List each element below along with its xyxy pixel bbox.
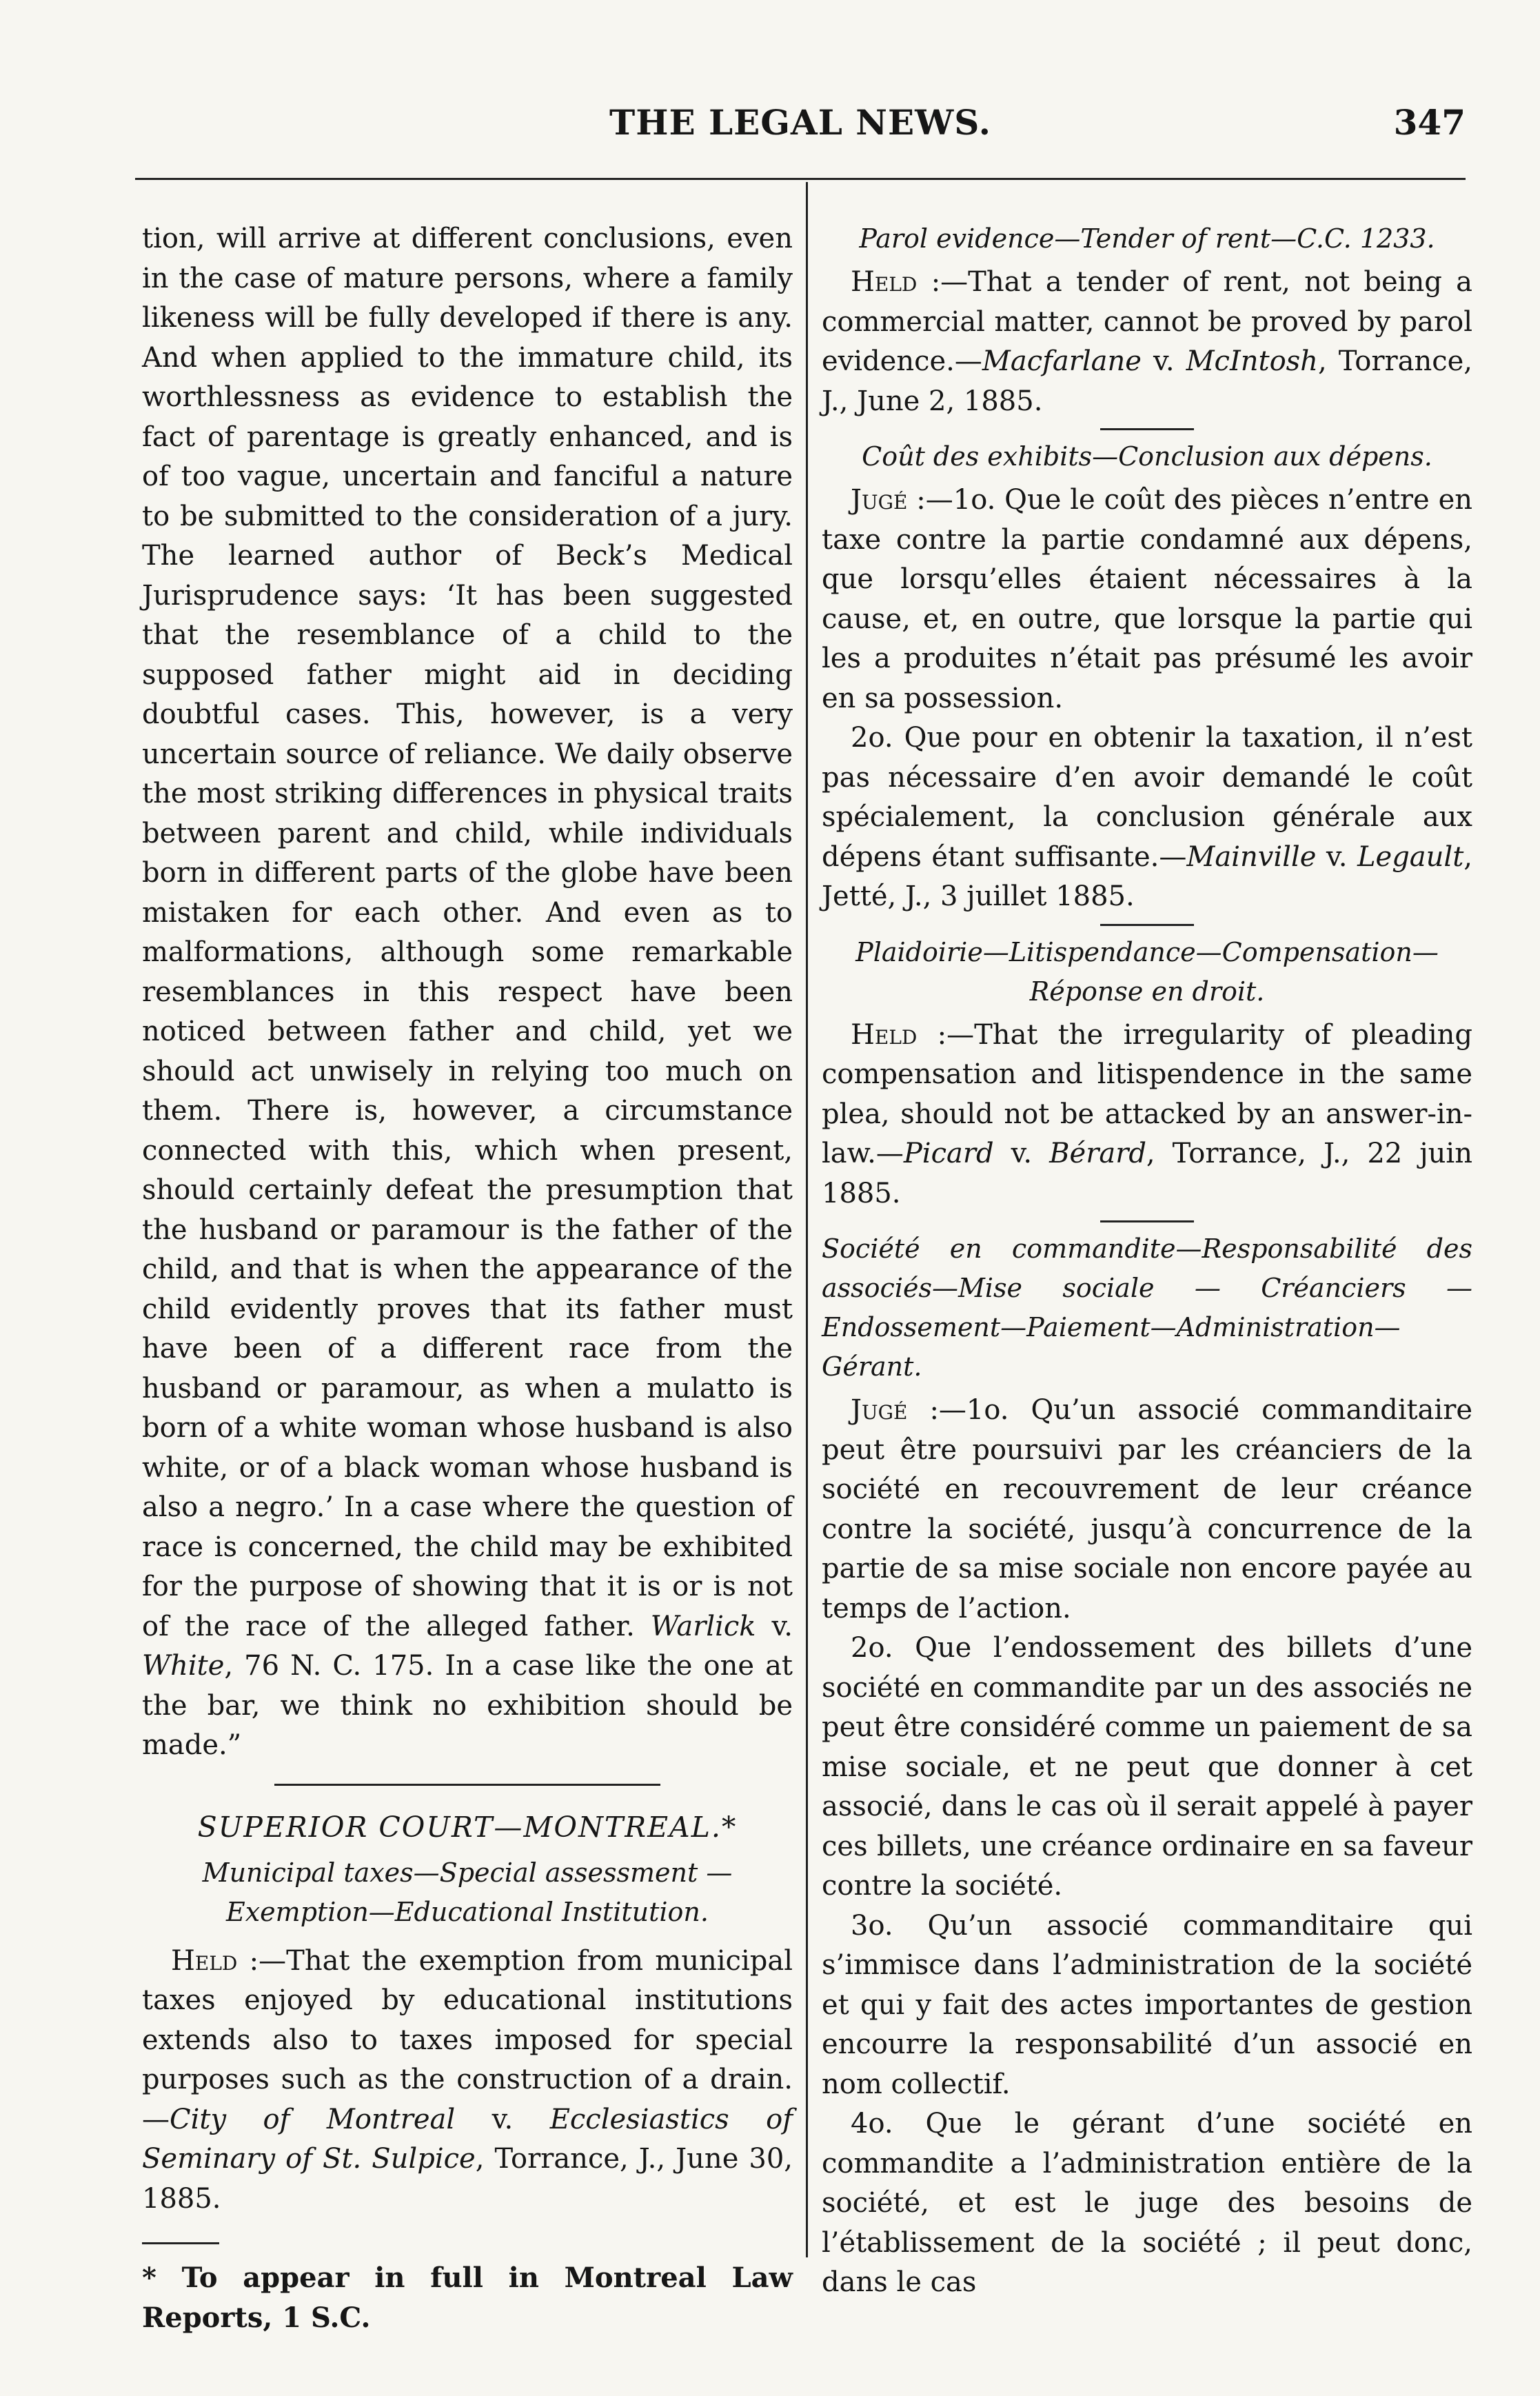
- case-heading: Parol evidence—Tender of rent—C.C. 1233.: [859, 223, 1435, 254]
- held-paragraph: Held :—That the irregularity of pleading compensation and litispendence in the same plea, should not be attacked by an answer-in-law.—Picard v. Bérard, Torrance, J., 22 juin 1885.: [822, 1018, 1472, 1209]
- right-column: [822, 219, 1472, 2303]
- continued-paragraph: tion, will arrive at different conclusions, even in the case of mature persons, where a family likeness will be fully developed if there is any. And when applied to the immature child, its worthlessness as evidence to establish the fact of parentage is greatly enhanced, and is of too vague, uncertain and fanciful a nature to be submitted to the consideration of a jury. The learned author of Beck’s Medical Jurisprudence says: ‘It has been suggested that the resemblance of a child to the supposed father might aid in deciding doubtful cases. This, however, is a very uncertain source of reliance. We daily observe the most striking differences in physical traits between parent and child, while individuals born in different parts of the globe have been mistaken for each other. And even as to malformations, although some remarkable resemblances in this respect have been noticed between father and child, yet we should act unwisely in relying too much on them. There is, however, a circumstance connected with this, which when present, should certainly defeat the presumption that the husband or paramour is the father of the child, and that is when the appearance of the child evidently proves that its father must have been of a different race from the husband or paramour, as when a mulatto is born of a white woman whose husband is also white, or of a black woman whose husband is also a negro.’ In a case where the question of race is concerned, the child may be exhibited for the purpose of showing that it is or is not of the race of the alleged father. Warlick v. White, 76 N. C. 175. In a case like the one at the bar, we think no exhibition should be made.”: [142, 223, 793, 1761]
- journal-title: THE LEGAL NEWS.: [609, 102, 991, 143]
- header-rule: [135, 178, 1466, 180]
- juge-paragraph: 2o. Que l’endossement des billets d’une société en commandite par un des associés ne peut être considéré comme un paiement de sa mise sociale, et ne peut que donner à cet associé, dans le cas où il serait appelé à payer ces billets, une créance ordinaire en sa faveur contre la société.: [822, 1632, 1472, 1902]
- footnote: * To appear in full in Montreal Law Reports, 1 S.C.: [142, 2262, 793, 2334]
- case-rule: [1100, 428, 1194, 430]
- column-divider: [806, 182, 808, 2257]
- section-rule: [274, 1784, 660, 1786]
- left-column: [142, 219, 793, 2337]
- running-header: [135, 102, 1466, 150]
- footnote-rule: [142, 2242, 219, 2244]
- page-number: 347: [1393, 102, 1466, 143]
- case-rule: [1100, 924, 1194, 926]
- case-heading: Municipal taxes—Special assessment — Exemption—Educational Institution.: [202, 1857, 733, 1927]
- case-heading-line: Réponse en droit.: [1029, 976, 1265, 1007]
- case-rule: [1100, 1220, 1194, 1222]
- juge-paragraph: 4o. Que le gérant d’une société en commandite a l’administration entière de la société, et est le juge des besoins de l’établissement de la société ; il peut donc, dans le cas: [822, 2108, 1472, 2298]
- juge-paragraph: Jugé :—1o. Qu’un associé commanditaire peut être poursuivi par les créanciers de la société en recouvrement de leur créance contre la société, jusqu’à concurrence de la partie de sa mise sociale non encore payée au temps de l’action.: [822, 1394, 1472, 1624]
- held-paragraph: Held :—That the exemption from municipal taxes enjoyed by educational institutions extends also to taxes imposed for special purposes such as the construction of a drain. —City of Montreal v. Ecclesiastics of Seminary of St. Sulpice, Torrance, J., June 30, 1885.: [142, 1944, 793, 2215]
- held-paragraph: Held :—That a tender of rent, not being a commercial matter, cannot be proved by parol evidence.—Macfarlane v. McIntosh, Torrance, J., June 2, 1885.: [822, 266, 1472, 417]
- court-title: SUPERIOR COURT—MONTREAL.*: [197, 1810, 738, 1844]
- case-party: Warlick: [650, 1610, 756, 1642]
- case-heading: Société en commandite—Responsabilité des associés—Mise sociale — Créanciers — Endossement—Paiement—Administration—Gérant.: [822, 1234, 1472, 1382]
- case-heading: Coût des exhibits—Conclusion aux dépens.: [862, 441, 1432, 472]
- case-heading-line: Plaidoirie—Litispendance—Compensation—: [855, 936, 1439, 967]
- held-label: Held: [171, 1944, 238, 1977]
- case-party: White: [142, 1650, 225, 1682]
- juge-paragraph: 3o. Qu’un associé commanditaire qui s’immisce dans l’administration de la société et qui y fait des actes importantes de gestion encourre la responsabilité d’un associé en nom collectif.: [822, 1909, 1472, 2100]
- juge-paragraph: Jugé :—1o. Que le coût des pièces n’entre en taxe contre la partie condamné aux dépens, que lorsqu’elles étaient nécessaires à la cause, et, en outre, que lorsque la partie qui les a produites n’était pas présumé les avoir en sa possession.: [822, 484, 1472, 714]
- juge-paragraph: 2o. Que pour en obtenir la taxation, il n’est pas nécessaire d’en avoir demandé le coût spécialement, la conclusion générale aux dépens étant suffisante.—Mainville v. Legault, Jetté, J., 3 juillet 1885.: [822, 722, 1472, 912]
